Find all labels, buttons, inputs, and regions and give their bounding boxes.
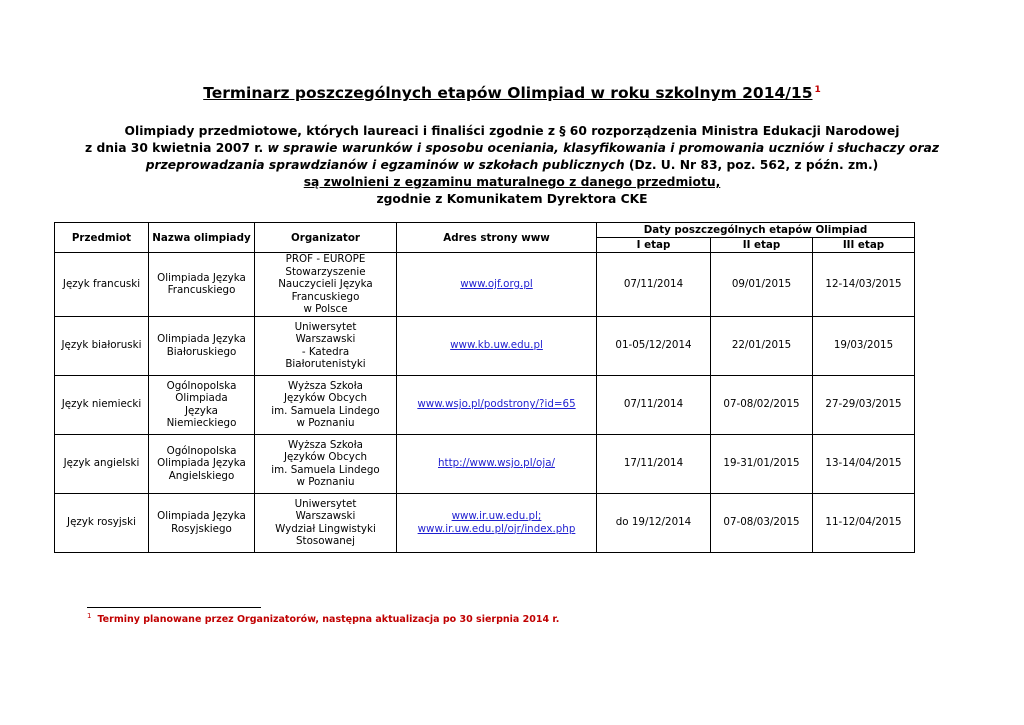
olympiad-name-cell-line: Angielskiego xyxy=(168,469,235,482)
stage-2-date-cell: 07-08/02/2015 xyxy=(711,375,813,434)
organizer-cell-line: w Poznaniu xyxy=(296,417,355,429)
olympiad-name-cell xyxy=(149,434,255,493)
header-stage-1: I etap xyxy=(597,238,711,253)
table-row xyxy=(55,253,915,317)
table-row xyxy=(55,316,915,375)
olympiad-schedule-table xyxy=(54,222,915,553)
intro-journal-ref: (Dz. U. Nr 83, poz. 562, z późn. zm.) xyxy=(628,158,879,172)
intro-exemption-line: są zwolnieni z egzaminu maturalnego z danego przedmiotu, xyxy=(303,175,721,189)
website-cell xyxy=(397,493,597,552)
website-cell xyxy=(397,434,597,493)
header-stage-dates: Daty poszczególnych etapów Olimpiad xyxy=(597,223,915,238)
subject-cell: Język niemiecki xyxy=(55,375,149,434)
title-footnote-mark[interactable]: 1 xyxy=(814,84,821,95)
organizer-cell-line: Wyższa Szkoła xyxy=(288,438,363,451)
intro-announcement-line: zgodnie z Komunikatem Dyrektora CKE xyxy=(376,192,648,206)
footnote xyxy=(87,612,559,625)
organizer-cell-line: Białorutenistyki xyxy=(285,358,366,370)
organizer-cell-line: w Polsce xyxy=(303,303,348,315)
intro-date: z dnia 30 kwietnia 2007 r. xyxy=(85,141,264,155)
organizer-cell-line: Francuskiego xyxy=(291,290,360,303)
document-title xyxy=(0,84,1024,102)
intro-line-3 xyxy=(60,157,964,174)
stage-2-date-cell: 07-08/03/2015 xyxy=(711,493,813,552)
table-body xyxy=(55,253,915,553)
olympiad-name-cell-line: Białoruskiego xyxy=(166,345,237,358)
organizer-cell-line: Warszawski xyxy=(295,333,356,345)
olympiad-name-cell-line: Ogólnopolska xyxy=(166,379,237,392)
organizer-cell-line: Wydział Lingwistyki xyxy=(275,522,376,535)
header-organizer: Organizator xyxy=(255,223,397,253)
table-row xyxy=(55,493,915,552)
intro-paragraph xyxy=(60,123,964,208)
olympiad-name-cell-line: Niemieckiego xyxy=(166,417,237,429)
header-stage-2: II etap xyxy=(711,238,813,253)
website-cell xyxy=(397,253,597,317)
stage-3-date-cell: 19/03/2015 xyxy=(813,316,915,375)
table-row xyxy=(55,434,915,493)
stage-1-date-cell: do 19/12/2014 xyxy=(597,493,711,552)
stage-3-date-cell: 11-12/04/2015 xyxy=(813,493,915,552)
website-link[interactable]: www.ojf.org.pl xyxy=(460,278,533,290)
table-row xyxy=(55,375,915,434)
intro-line-1: Olimpiady przedmiotowe, których laureaci i finaliści zgodnie z § 60 rozporządzenia Ministra Edukacji Narodowej xyxy=(124,124,900,138)
website-cell xyxy=(397,316,597,375)
intro-regulation-title-1: w sprawie warunków i sposobu oceniania, klasyfikowania i promowania uczniów i słuchaczy oraz xyxy=(267,141,939,155)
subject-cell: Język rosyjski xyxy=(55,493,149,552)
header-olympiad-name: Nazwa olimpiady xyxy=(149,223,255,253)
stage-3-date-cell: 27-29/03/2015 xyxy=(813,375,915,434)
olympiad-name-cell-line: Olimpiada Języka xyxy=(157,457,246,470)
header-subject: Przedmiot xyxy=(55,223,149,253)
organizer-cell xyxy=(255,493,397,552)
website-cell xyxy=(397,375,597,434)
organizer-cell xyxy=(255,434,397,493)
organizer-cell xyxy=(255,375,397,434)
organizer-cell xyxy=(255,253,397,317)
olympiad-name-cell xyxy=(149,375,255,434)
intro-regulation-title-2: przeprowadzania sprawdzianów i egzaminów w szkołach publicznych xyxy=(145,158,625,172)
organizer-cell-line: - Katedra xyxy=(301,345,350,358)
stage-1-date-cell: 01-05/12/2014 xyxy=(597,316,711,375)
footnote-mark: 1 xyxy=(87,612,92,620)
olympiad-name-cell-line: Olimpiada Języka xyxy=(157,510,246,522)
stage-2-date-cell: 19-31/01/2015 xyxy=(711,434,813,493)
stage-1-date-cell: 17/11/2014 xyxy=(597,434,711,493)
subject-cell: Język białoruski xyxy=(55,316,149,375)
header-stage-3: III etap xyxy=(813,238,915,253)
website-link[interactable]: www.ir.uw.edu.pl; xyxy=(451,510,542,522)
website-link[interactable]: www.ir.uw.edu.pl/ojr/index.php xyxy=(417,522,576,535)
organizer-cell-line: Uniwersytet xyxy=(294,320,357,333)
organizer-cell-line: Języków Obcych xyxy=(283,451,368,463)
olympiad-name-cell-line: Języka xyxy=(185,404,218,417)
organizer-cell-line: Wyższa Szkoła xyxy=(288,379,363,392)
website-link[interactable]: http://www.wsjo.pl/oja/ xyxy=(438,457,555,470)
intro-line-2 xyxy=(60,140,964,157)
stage-2-date-cell: 22/01/2015 xyxy=(711,316,813,375)
stage-3-date-cell: 12-14/03/2015 xyxy=(813,253,915,317)
olympiad-name-cell-line: Olimpiada xyxy=(175,392,228,404)
organizer-cell-line: Języków Obcych xyxy=(283,392,368,404)
website-link[interactable]: www.kb.uw.edu.pl xyxy=(450,339,543,352)
olympiad-name-cell-line: Olimpiada Języka xyxy=(157,271,246,284)
organizer-cell-line: Stowarzyszenie xyxy=(285,265,366,278)
organizer-cell-line: im. Samuela Lindego xyxy=(271,463,380,476)
stage-1-date-cell: 07/11/2014 xyxy=(597,375,711,434)
olympiad-name-cell-line: Olimpiada Języka xyxy=(157,333,246,345)
organizer-cell-line: w Poznaniu xyxy=(296,476,355,488)
stage-1-date-cell: 07/11/2014 xyxy=(597,253,711,317)
footnote-text: Terminy planowane przez Organizatorów, następna aktualizacja po 30 sierpnia 2014 r. xyxy=(97,614,560,626)
website-link[interactable]: www.wsjo.pl/podstrony/?id=65 xyxy=(417,398,576,411)
olympiad-name-cell xyxy=(149,316,255,375)
olympiad-name-cell-line: Ogólnopolska xyxy=(166,444,237,457)
organizer-cell-line: Uniwersytet xyxy=(294,497,357,510)
organizer-cell xyxy=(255,316,397,375)
organizer-cell-line: PROF - EUROPE xyxy=(285,253,366,265)
olympiad-name-cell xyxy=(149,493,255,552)
olympiad-name-cell-line: Rosyjskiego xyxy=(171,522,232,535)
header-website: Adres strony www xyxy=(397,223,597,253)
organizer-cell-line: im. Samuela Lindego xyxy=(271,404,380,417)
olympiad-name-cell xyxy=(149,253,255,317)
olympiad-name-cell-line: Francuskiego xyxy=(167,284,236,297)
subject-cell: Język angielski xyxy=(55,434,149,493)
subject-cell: Język francuski xyxy=(55,253,149,317)
organizer-cell-line: Nauczycieli Języka xyxy=(278,278,373,290)
organizer-cell-line: Stosowanej xyxy=(296,535,355,547)
stage-3-date-cell: 13-14/04/2015 xyxy=(813,434,915,493)
stage-2-date-cell: 09/01/2015 xyxy=(711,253,813,317)
footnote-separator xyxy=(87,607,261,608)
organizer-cell-line: Warszawski xyxy=(295,510,356,522)
title-text: Terminarz poszczególnych etapów Olimpiad w roku szkolnym 2014/15 xyxy=(203,84,813,102)
